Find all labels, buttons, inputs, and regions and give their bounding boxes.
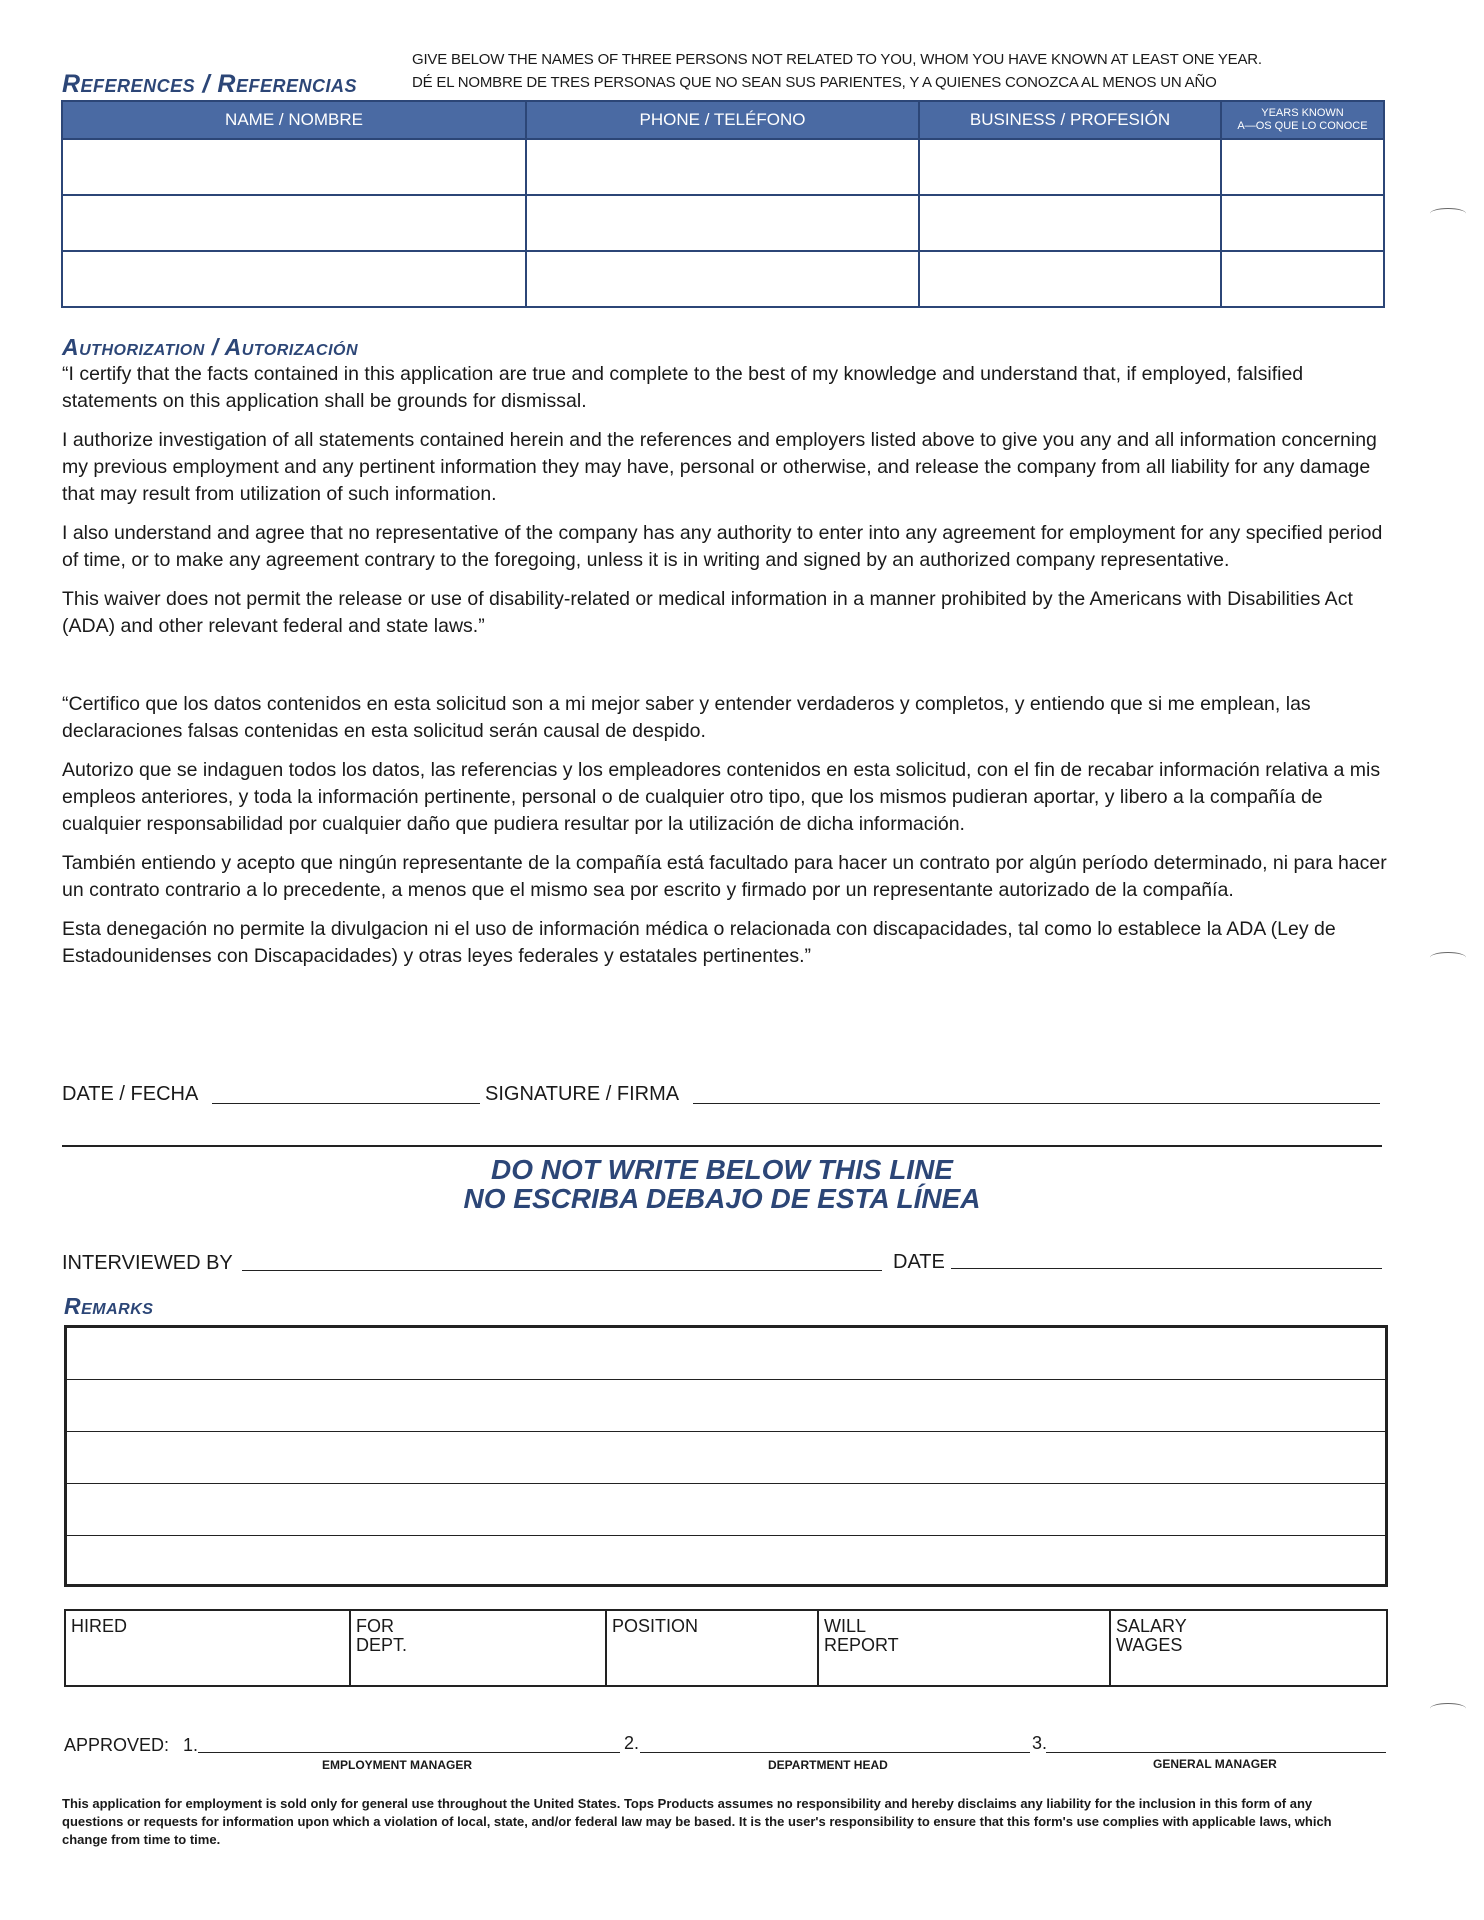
reference-2-business-field[interactable]: [919, 195, 1221, 251]
remarks-line-5[interactable]: [67, 1536, 1385, 1587]
approval-number-2: 2.: [624, 1733, 640, 1753]
remarks-line-4[interactable]: [67, 1484, 1385, 1536]
general-manager-label: GENERAL MANAGER: [1153, 1757, 1277, 1771]
will-report-field[interactable]: [818, 1610, 1110, 1686]
approval-number-1: 1.: [183, 1735, 199, 1755]
employment-manager-field[interactable]: [198, 1752, 620, 1753]
salary-field[interactable]: [1110, 1610, 1387, 1686]
footer-disclaimer: This application for employment is sold only for general use throughout the United States. Tops Products assumes no responsibility and hereby disclaims any liability for the inclusion in this form of any questions or requests for information upon which a violation of local, state, and/or federal law may be based. It is the user's responsibility to ensure that this form's use complies with applicable laws, which change from time to time.: [62, 1796, 1332, 1847]
references-table: [61, 100, 1385, 308]
authorization-english: [62, 361, 1402, 652]
reference-3-years-field[interactable]: [1221, 251, 1384, 307]
interview-date-field[interactable]: [951, 1268, 1382, 1269]
approved-label: APPROVED:: [64, 1735, 170, 1755]
signature-label: SIGNATURE / FIRMA: [485, 1083, 680, 1105]
department-head-field[interactable]: [640, 1752, 1030, 1753]
reference-row-3: [62, 251, 1384, 307]
auth-en-paragraph-4: This waiver does not permit the release or use of disability-related or medical information in a manner prohibited by the Americans with Disabilities Act (ADA) and other relevant federal and state laws.”: [62, 588, 1353, 637]
hired-label: HIRED: [71, 1616, 128, 1636]
for-dept-field[interactable]: [350, 1610, 606, 1686]
department-head-label: DEPARTMENT HEAD: [768, 1758, 888, 1772]
will-report-label-2: REPORT: [824, 1635, 899, 1655]
references-instruction-en: GIVE BELOW THE NAMES OF THREE PERSONS NOT RELATED TO YOU, WHOM YOU HAVE KNOWN AT LEAST ONE YEAR.: [412, 51, 1262, 68]
date-field[interactable]: [212, 1103, 480, 1104]
reference-3-business-field[interactable]: [919, 251, 1221, 307]
reference-3-name-field[interactable]: [62, 251, 526, 307]
references-instruction-es: DÉ EL NOMBRE DE TRES PERSONAS QUE NO SEAN SUS PARIENTES, Y A QUIENES CONOZCA AL MENOS UN AÑO: [412, 74, 1217, 91]
auth-en-paragraph-2: I authorize investigation of all statements contained herein and the references and employers listed above to give you any and all information concerning my previous employment and any pertinent information they may have, personal or otherwise, and release the company from all liability for any damage that may result from utilization of such information.: [62, 429, 1377, 505]
for-dept-label-2: DEPT.: [356, 1635, 408, 1655]
do-not-write-en: DO NOT WRITE BELOW THIS LINE: [491, 1154, 953, 1185]
col-years-known-en: YEARS KNOWN: [1261, 107, 1344, 119]
position-label: POSITION: [612, 1616, 699, 1636]
hiring-table: [64, 1609, 1388, 1687]
remarks-line-3[interactable]: [67, 1432, 1385, 1484]
reference-2-years-field[interactable]: [1221, 195, 1384, 251]
reference-1-phone-field[interactable]: [526, 139, 919, 195]
hired-field[interactable]: [65, 1610, 350, 1686]
binder-hole-mark-1: [1430, 208, 1466, 219]
salary-label-2: WAGES: [1116, 1635, 1183, 1655]
position-field[interactable]: [606, 1610, 818, 1686]
interviewed-by-label: INTERVIEWED BY: [62, 1252, 233, 1274]
reference-3-phone-field[interactable]: [526, 251, 919, 307]
reference-2-phone-field[interactable]: [526, 195, 919, 251]
approval-number-3: 3.: [1032, 1733, 1048, 1753]
auth-en-paragraph-3: I also understand and agree that no representative of the company has any authority to enter into any agreement for employment for any specified period of time, or to make any agreement contrary to the foregoing, unless it is in writing and signed by an authorized company representative.: [62, 522, 1383, 571]
remarks-box: [64, 1325, 1388, 1587]
binder-hole-mark-2: [1430, 952, 1466, 963]
authorization-title: Authorization / Autorización: [62, 334, 359, 360]
authorization-spanish: [62, 691, 1402, 982]
interviewed-by-field[interactable]: [242, 1270, 882, 1271]
col-business: BUSINESS / PROFESIÓN: [919, 101, 1221, 139]
divider-line: [62, 1145, 1382, 1147]
auth-es-paragraph-4: Esta denegación no permite la divulgacion ni el uso de información médica o relacionada con discapacidades, tal como lo establece la ADA (Ley de Estadounidenses con Discapacidades) y otras leyes federales y estatales pertinentes.”: [62, 918, 1336, 967]
general-manager-field[interactable]: [1046, 1752, 1386, 1753]
col-phone: PHONE / TELÉFONO: [526, 101, 919, 139]
remarks-line-1[interactable]: [67, 1328, 1385, 1380]
employment-manager-label: EMPLOYMENT MANAGER: [322, 1758, 472, 1772]
col-years-known-es: A—OS QUE LO CONOCE: [1237, 120, 1368, 132]
references-title: References / Referencias: [62, 70, 357, 98]
auth-es-paragraph-2: Autorizo que se indaguen todos los datos, las referencias y los empleadores contenidos en esta solicitud, con el fin de recabar información relativa a mis empleos anteriores, y toda la información pertinente, personal o de cualquier otro tipo, que los mismos pudieran aportar, y libero a la compañía de cualquier responsabilidad por cualquier daño que pudiera resultar por la utilización de dicha información.: [62, 759, 1381, 835]
col-name: NAME / NOMBRE: [62, 101, 526, 139]
date-label: DATE / FECHA: [62, 1083, 199, 1105]
will-report-label-1: WILL: [824, 1616, 867, 1636]
remarks-title: Remarks: [64, 1293, 154, 1319]
for-dept-label-1: FOR: [356, 1616, 394, 1636]
interview-date-label: DATE: [893, 1251, 945, 1273]
remarks-line-2[interactable]: [67, 1380, 1385, 1432]
reference-1-name-field[interactable]: [62, 139, 526, 195]
reference-1-years-field[interactable]: [1221, 139, 1384, 195]
reference-row-1: [62, 139, 1384, 195]
auth-es-paragraph-1: “Certifico que los datos contenidos en esta solicitud son a mi mejor saber y entender verdaderos y completos, y entiendo que si me emplean, las declaraciones falsas contenidas en esta solicitud serán causal de despido.: [62, 693, 1311, 742]
references-header-row: [62, 101, 1384, 139]
reference-1-business-field[interactable]: [919, 139, 1221, 195]
col-years-known: [1221, 101, 1384, 139]
do-not-write-es: NO ESCRIBA DEBAJO DE ESTA LÍNEA: [463, 1183, 981, 1214]
auth-en-paragraph-1: “I certify that the facts contained in this application are true and complete to the best of my knowledge and understand that, if employed, falsified statements on this application shall be grounds for dismissal.: [62, 363, 1304, 412]
reference-2-name-field[interactable]: [62, 195, 526, 251]
signature-field[interactable]: [693, 1103, 1380, 1104]
reference-row-2: [62, 195, 1384, 251]
auth-es-paragraph-3: También entiendo y acepto que ningún representante de la compañía está facultado para hacer un contrato por algún período determinado, ni para hacer un contrato contrario a lo precedente, a menos que el mismo sea por escrito y firmado por un representante autorizado de la compañía.: [62, 852, 1387, 901]
salary-label-1: SALARY: [1116, 1616, 1187, 1636]
binder-hole-mark-3: [1430, 1703, 1466, 1714]
